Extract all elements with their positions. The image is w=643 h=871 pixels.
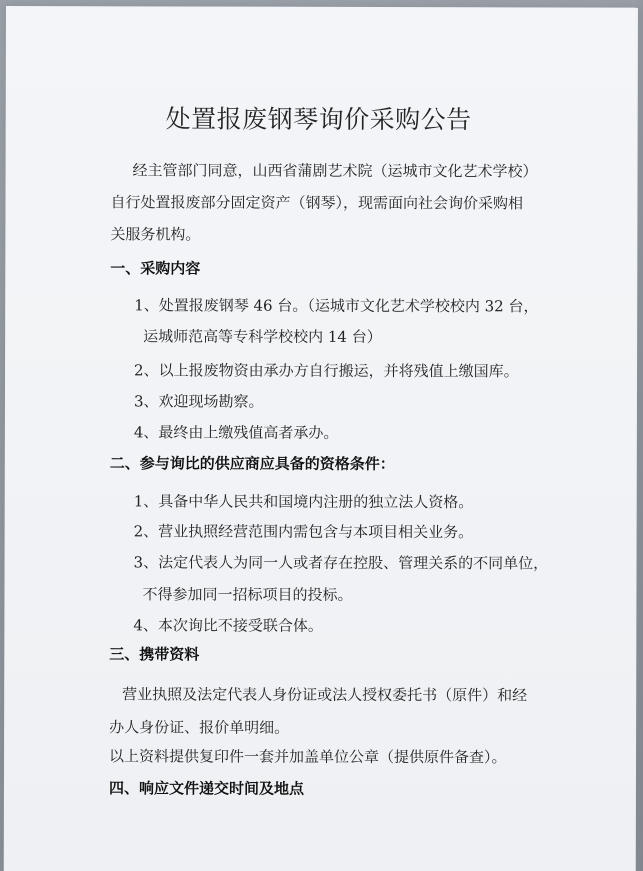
qualification-item-3: 3、法定代表人为同一人或者存在控股、管理关系的不同单位， [133,553,549,573]
procurement-item-3: 3、欢迎现场勘察。 [133,392,264,411]
qualification-item-2: 2、营业执照经营范围内需包含与本项目相关业务。 [133,522,474,542]
document-content [4,6,638,871]
document-page [4,6,638,871]
page-shadow-edge [635,0,643,871]
section-heading-submission: 四、响应文件递交时间及地点 [108,779,304,798]
procurement-item-1: 1、处置报废钢琴 46 台。（运城市文化艺术学校校内 32 台， [134,296,539,316]
intro-line-1: 经主管部门同意，山西省蒲剧艺术院（运城市文化艺术学校） [132,161,538,181]
documents-line-2: 办人身份证、报价单明细。 [109,718,290,737]
page-title: 处置报废钢琴询价采购公告 [165,104,472,135]
section-heading-procurement-content: 一、采购内容 [110,259,201,278]
procurement-item-4: 4、最终由上缴残值高者承办。 [133,423,339,442]
qualification-item-4: 4、本次询比不接受联合体。 [133,616,323,635]
intro-line-2: 自行处置报废部分固定资产（钢琴），现需面向社会询价采购相 [110,193,524,213]
section-heading-documents: 三、携带资料 [109,645,200,664]
intro-line-3: 关服务机构。 [110,225,201,244]
documents-line-3: 以上资料提供复印件一套并加盖单位公章（提供原件备查）。 [109,747,507,767]
procurement-item-2: 2、以上报废物资由承办方自行搬运，并将残值上缴国库。 [134,361,519,381]
qualification-item-1: 1、具备中华人民共和国境内注册的独立法人资格。 [133,492,474,512]
procurement-item-1-continued: 运城师范高等专科学校校内 14 台） [143,327,382,346]
section-heading-qualifications: 二、参与询比的供应商应具备的资格条件： [109,454,395,474]
qualification-item-3-continued: 不得参加同一招标项目的投标。 [142,585,353,604]
documents-line-1: 营业执照及法定代表人身份证或法人授权委托书（原件）和经 [122,685,528,705]
